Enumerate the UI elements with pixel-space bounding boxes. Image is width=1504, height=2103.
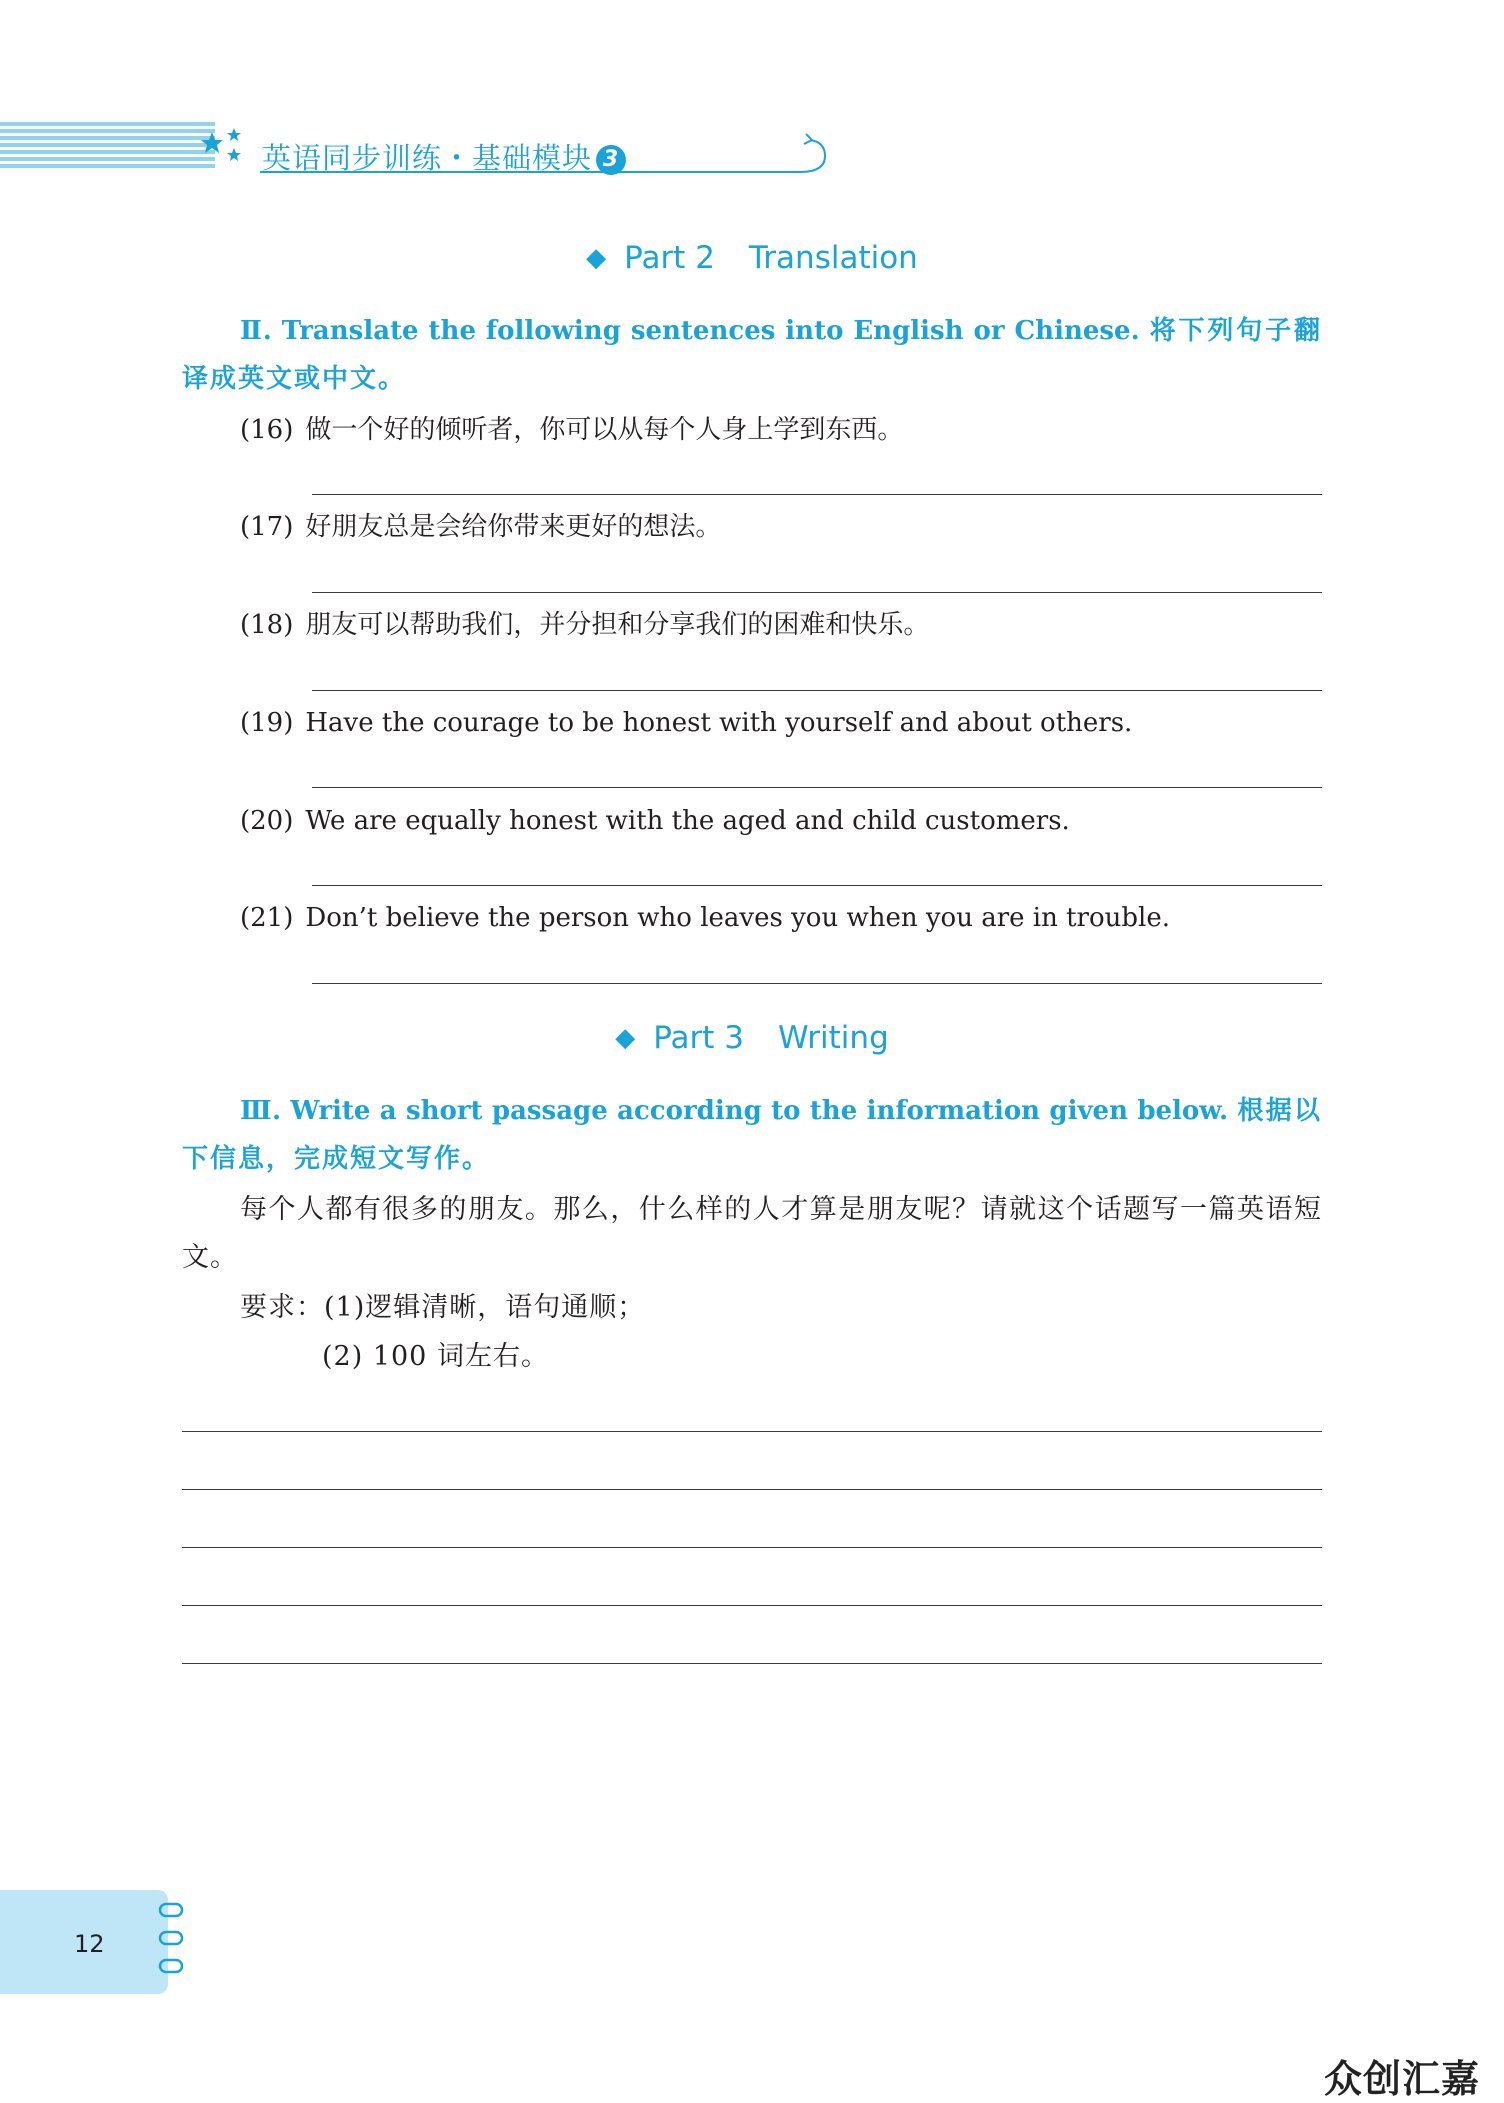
writing-line[interactable]	[182, 1605, 1322, 1606]
book-title: 英语同步训练・基础模块 3	[262, 136, 626, 177]
watermark: 众创汇嘉	[1324, 2057, 1481, 2101]
header-stripes	[0, 122, 215, 174]
part2-heading: ◆ Part 2 Translation	[586, 240, 918, 276]
writing-prompt: 每个人都有很多的朋友。那么，什么样的人才算是朋友呢？请就这个话题写一篇英语短文。	[182, 1194, 1322, 1273]
writing-line[interactable]	[182, 1431, 1322, 1432]
volume-badge: 3	[596, 145, 626, 175]
diamond-icon: ◆	[615, 1023, 636, 1053]
requirement-1: 要求：(1)逻辑清晰，语句通顺；	[240, 1292, 646, 1323]
answer-line-17[interactable]	[312, 592, 1322, 593]
question-21: (21) Don’t believe the person who leaves you when you are in trouble.	[240, 903, 1170, 933]
question-16: (16) 做一个好的倾听者，你可以从每个人身上学到东西。	[240, 415, 904, 445]
question-17: (17) 好朋友总是会给你带来更好的想法。	[240, 512, 722, 542]
binder-rings-icon	[156, 1898, 186, 1978]
question-18: (18) 朋友可以帮助我们，并分担和分享我们的困难和快乐。	[240, 610, 930, 640]
star-icon	[200, 126, 248, 170]
answer-line-19[interactable]	[312, 787, 1322, 788]
question-19: (19) Have the courage to be honest with yourself and about others.	[240, 708, 1133, 738]
part3-instruction: Ⅲ. Write a short passage according to the information given below. 根据以下信息，完成短文写作。	[182, 1096, 1322, 1174]
answer-line-16[interactable]	[312, 494, 1322, 495]
answer-line-18[interactable]	[312, 690, 1322, 691]
page-number: 12	[74, 1930, 105, 1958]
part3-heading: ◆ Part 3 Writing	[615, 1020, 889, 1056]
part2-instruction: Ⅱ. Translate the following sentences into English or Chinese. 将下列句子翻译成英文或中文。	[182, 316, 1322, 394]
writing-line[interactable]	[182, 1547, 1322, 1548]
writing-line[interactable]	[182, 1663, 1322, 1664]
question-20: (20) We are equally honest with the aged and child customers.	[240, 806, 1070, 836]
answer-line-20[interactable]	[312, 885, 1322, 886]
writing-line[interactable]	[182, 1489, 1322, 1490]
diamond-icon: ◆	[586, 243, 607, 273]
requirement-2: (2) 100 词左右。	[322, 1341, 549, 1372]
answer-line-21[interactable]	[312, 983, 1322, 984]
